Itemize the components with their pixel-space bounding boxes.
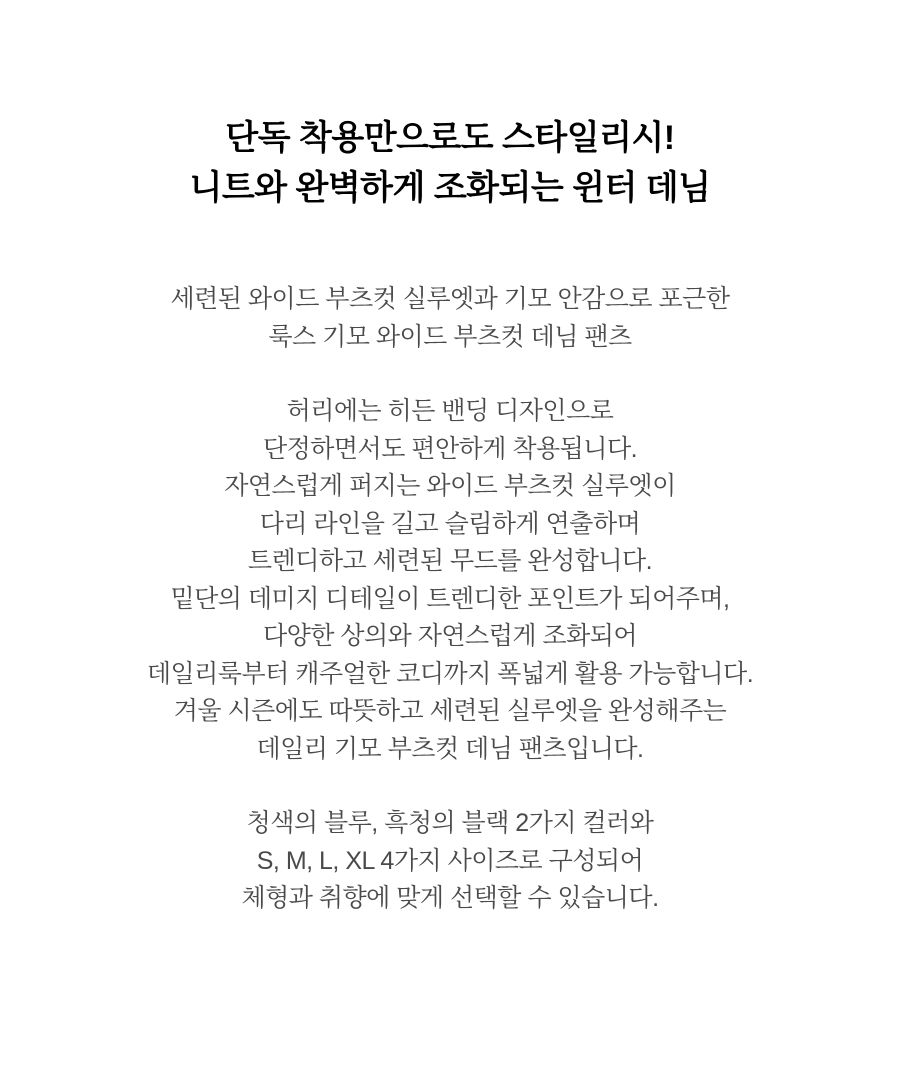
- description-paragraph-options: [0, 805, 900, 918]
- description-paragraph-summary: [0, 281, 900, 356]
- description-line: 룩스 기모 와이드 부츠컷 데님 팬츠: [268, 322, 632, 351]
- description-line: 트렌디하고 세련된 무드를 완성합니다.: [247, 547, 653, 575]
- description-paragraph-details: [0, 393, 900, 768]
- description-line: 세련된 와이드 부츠컷 실루엣과 기모 안감으로 포근한: [170, 285, 730, 313]
- description-line: 겨울 시즌에도 따뜻하고 세련된 실루엣을 완성해주는: [173, 697, 727, 725]
- headline-line-1: 단독 착용만으로도 스타일리시!: [225, 119, 675, 157]
- description-line: 단정하면서도 편안하게 착용됩니다.: [262, 434, 638, 463]
- description-line: 데일리 기모 부츠컷 데님 팬츠입니다.: [256, 734, 644, 763]
- description-line: 다리 라인을 길고 슬림하게 연출하며: [259, 509, 641, 538]
- description-line: 밑단의 데미지 디테일이 트렌디한 포인트가 되어주며,: [170, 584, 730, 613]
- description-line: 다양한 상의와 자연스럽게 조화되어: [262, 622, 638, 650]
- description-line: 허리에는 히든 밴딩 디자인으로: [286, 397, 614, 425]
- description-line: 청색의 블루, 흑청의 블랙 2가지 컬러와: [246, 809, 654, 837]
- description-line: 데일리룩부터 캐주얼한 코디까지 폭넓게 활용 가능합니다.: [146, 659, 754, 688]
- description-line: 체형과 취향에 맞게 선택할 수 있습니다.: [241, 884, 659, 912]
- description-line: 자연스럽게 퍼지는 와이드 부츠컷 실루엣이: [224, 472, 676, 500]
- headline-line-2: 니트와 완벽하게 조화되는 윈터 데님: [189, 169, 711, 207]
- description-line: S, M, L, XL 4가지 사이즈로 구성되어: [256, 846, 644, 875]
- headline: [0, 113, 900, 213]
